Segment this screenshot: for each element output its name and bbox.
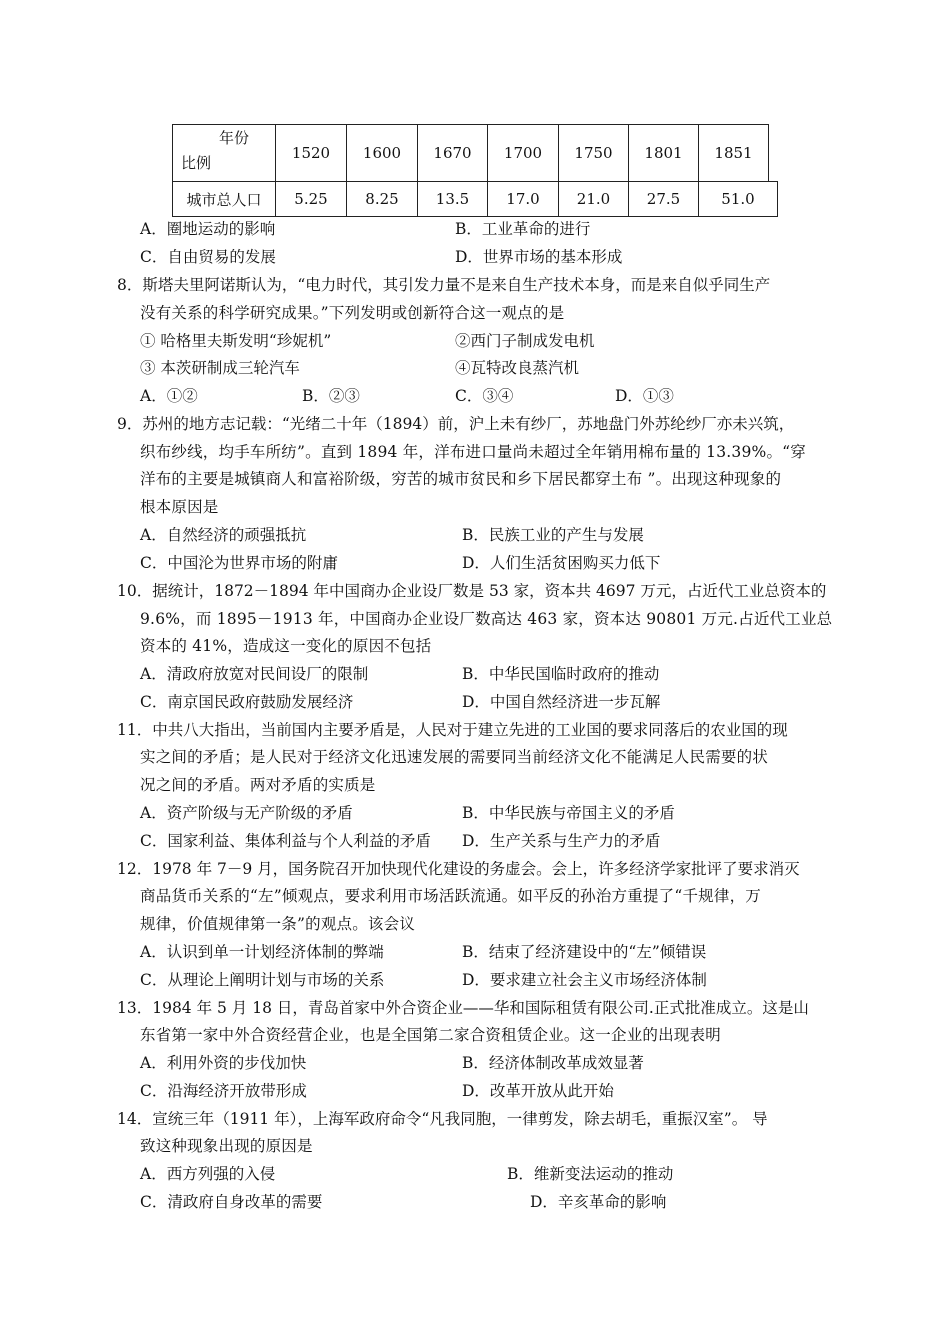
table-value-cell: 5.25 (275, 181, 347, 217)
q11-stem-line: 11．中共八大指出，当前国内主要矛盾是，人民对于建立先进的工业国的要求同落后的农业国的现 (117, 721, 788, 739)
q7-option-a: A．圈地运动的影响 (140, 220, 276, 238)
table-value-cell: 51.0 (698, 181, 778, 217)
q10-option-c: C．南京国民政府鼓励发展经济 (140, 693, 354, 711)
q8-stem-line: 8．斯塔夫里阿诺斯认为，“电力时代，其引发力量不是来自生产技术本身，而是来自似乎同生产 (117, 276, 771, 294)
q14-option-b: B．维新变法运动的推动 (507, 1165, 674, 1183)
table-year-cell: 1600 (346, 124, 418, 182)
q8-option-b: B．②③ (302, 387, 360, 405)
table-year-cell: 1670 (417, 124, 488, 182)
q11-option-c: C．国家利益、集体利益与个人利益的矛盾 (140, 832, 431, 850)
q9-stem-line: 织布纱线，均手车所纺”。直到 1894 年，洋布进口量尚未超过全年销用棉布量的 13.39%。“穿 (140, 443, 806, 461)
q10-stem-line: 资本的 41%，造成这一变化的原因不包括 (140, 637, 432, 655)
q11-option-b: B．中华民族与帝国主义的矛盾 (462, 804, 675, 822)
table-year-cell: 1750 (558, 124, 629, 182)
q8-option-d: D．①③ (615, 387, 674, 405)
header-year-label: 年份 (219, 129, 250, 147)
q13-stem-line: 东省第一家中外合资经营企业，也是全国第二家合资租赁企业。这一企业的出现表明 (140, 1026, 721, 1044)
q13-option-c: C．沿海经济开放带形成 (140, 1082, 307, 1100)
q13-option-b: B．经济体制改革成效显著 (462, 1054, 644, 1072)
q9-stem-line: 9．苏州的地方志记载：“光绪二十年（1894）前，沪上未有纱厂，苏地盘门外苏纶纱厂亦未兴筑， (117, 415, 795, 433)
table-year-cell: 1700 (487, 124, 559, 182)
table-year-cell: 1851 (698, 124, 769, 182)
q11-option-a: A．资产阶级与无产阶级的矛盾 (140, 804, 353, 822)
q10-option-d: D．中国自然经济进一步瓦解 (462, 693, 661, 711)
table-header-corner (172, 124, 276, 182)
q10-stem-line: 9.6%，而 1895－1913 年，中国商办企业设厂数高达 463 家，资本达 90801 万元.占近代工业总 (140, 610, 833, 628)
q7-option-c: C．自由贸易的发展 (140, 248, 276, 266)
q8-item-2: ②西门子制成发电机 (455, 332, 595, 350)
table-row-label: 城市总人口 (172, 181, 276, 217)
q10-option-b: B．中华民国临时政府的推动 (462, 665, 660, 683)
q14-stem-line: 14．宣统三年（1911 年），上海军政府命令“凡我同胞，一律剪发，除去胡毛，重振汉室”。 导 (117, 1110, 768, 1128)
table-value-cell: 17.0 (487, 181, 559, 217)
q12-option-b: B．结束了经济建设中的“左”倾错误 (462, 943, 707, 961)
q14-option-d: D．辛亥革命的影响 (530, 1193, 667, 1211)
table-value-cell: 27.5 (628, 181, 699, 217)
q8-item-1: ① 哈格里夫斯发明“珍妮机” (140, 332, 332, 350)
q7-option-d: D．世界市场的基本形成 (455, 248, 623, 266)
table-year-cell: 1801 (628, 124, 699, 182)
q8-item-4: ④瓦特改良蒸汽机 (455, 359, 580, 377)
q9-option-c: C．中国沦为世界市场的附庸 (140, 554, 338, 572)
q10-option-a: A．清政府放宽对民间设厂的限制 (140, 665, 369, 683)
q12-stem-line: 商品货币关系的“左”倾观点，要求利用市场活跃流通。如平反的孙治方重提了“千规律，万 (140, 887, 761, 905)
q14-stem-line: 致这种现象出现的原因是 (140, 1137, 313, 1155)
q13-stem-line: 13．1984 年 5 月 18 日，青岛首家中外合资企业——华和国际租赁有限公司.正式批准成立。这是山 (117, 999, 809, 1017)
q13-option-d: D．改革开放从此开始 (462, 1082, 614, 1100)
q12-option-d: D．要求建立社会主义市场经济体制 (462, 971, 707, 989)
q14-option-a: A．西方列强的入侵 (140, 1165, 276, 1183)
q14-option-c: C．清政府自身改革的需要 (140, 1193, 323, 1211)
header-ratio-label: 比例 (181, 154, 212, 172)
q12-stem-line: 12．1978 年 7－9 月，国务院召开加快现代化建设的务虚会。会上，许多经济学家批评了要求消灭 (117, 860, 800, 878)
q12-stem-line: 规律，价值规律第一条”的观点。该会议 (140, 915, 416, 933)
q9-stem-line: 根本原因是 (140, 498, 219, 516)
q8-item-3: ③ 本茨研制成三轮汽车 (140, 359, 300, 377)
q11-stem-line: 实之间的矛盾；是人民对于经济文化迅速发展的需要同当前经济文化不能满足人民需要的状 (140, 748, 769, 766)
q11-stem-line: 况之间的矛盾。两对矛盾的实质是 (140, 776, 376, 794)
table-year-cell: 1520 (275, 124, 347, 182)
q7-option-b: B．工业革命的进行 (455, 220, 591, 238)
table-value-cell: 13.5 (417, 181, 488, 217)
q9-option-b: B．民族工业的产生与发展 (462, 526, 644, 544)
q11-option-d: D．生产关系与生产力的矛盾 (462, 832, 661, 850)
table-value-cell: 21.0 (558, 181, 629, 217)
q12-option-a: A．认识到单一计划经济体制的弊端 (140, 943, 384, 961)
q9-option-d: D．人们生活贫困购买力低下 (462, 554, 661, 572)
q8-option-a: A．①② (140, 387, 198, 405)
q10-stem-line: 10．据统计，1872－1894 年中国商办企业设厂数是 53 家，资本共 4697 万元，占近代工业总资本的 (117, 582, 827, 600)
q8-stem-line: 没有关系的科学研究成果。”下列发明或创新符合这一观点的是 (140, 304, 565, 322)
q13-option-a: A．利用外资的步伐加快 (140, 1054, 307, 1072)
q12-option-c: C．从理论上阐明计划与市场的关系 (140, 971, 385, 989)
q8-option-c: C．③④ (455, 387, 514, 405)
q9-option-a: A．自然经济的顽强抵抗 (140, 526, 307, 544)
q9-stem-line: 洋布的主要是城镇商人和富裕阶级，穷苦的城市贫民和乡下居民都穿土布 ”。出现这种现象的 (140, 470, 782, 488)
table-value-cell: 8.25 (346, 181, 418, 217)
